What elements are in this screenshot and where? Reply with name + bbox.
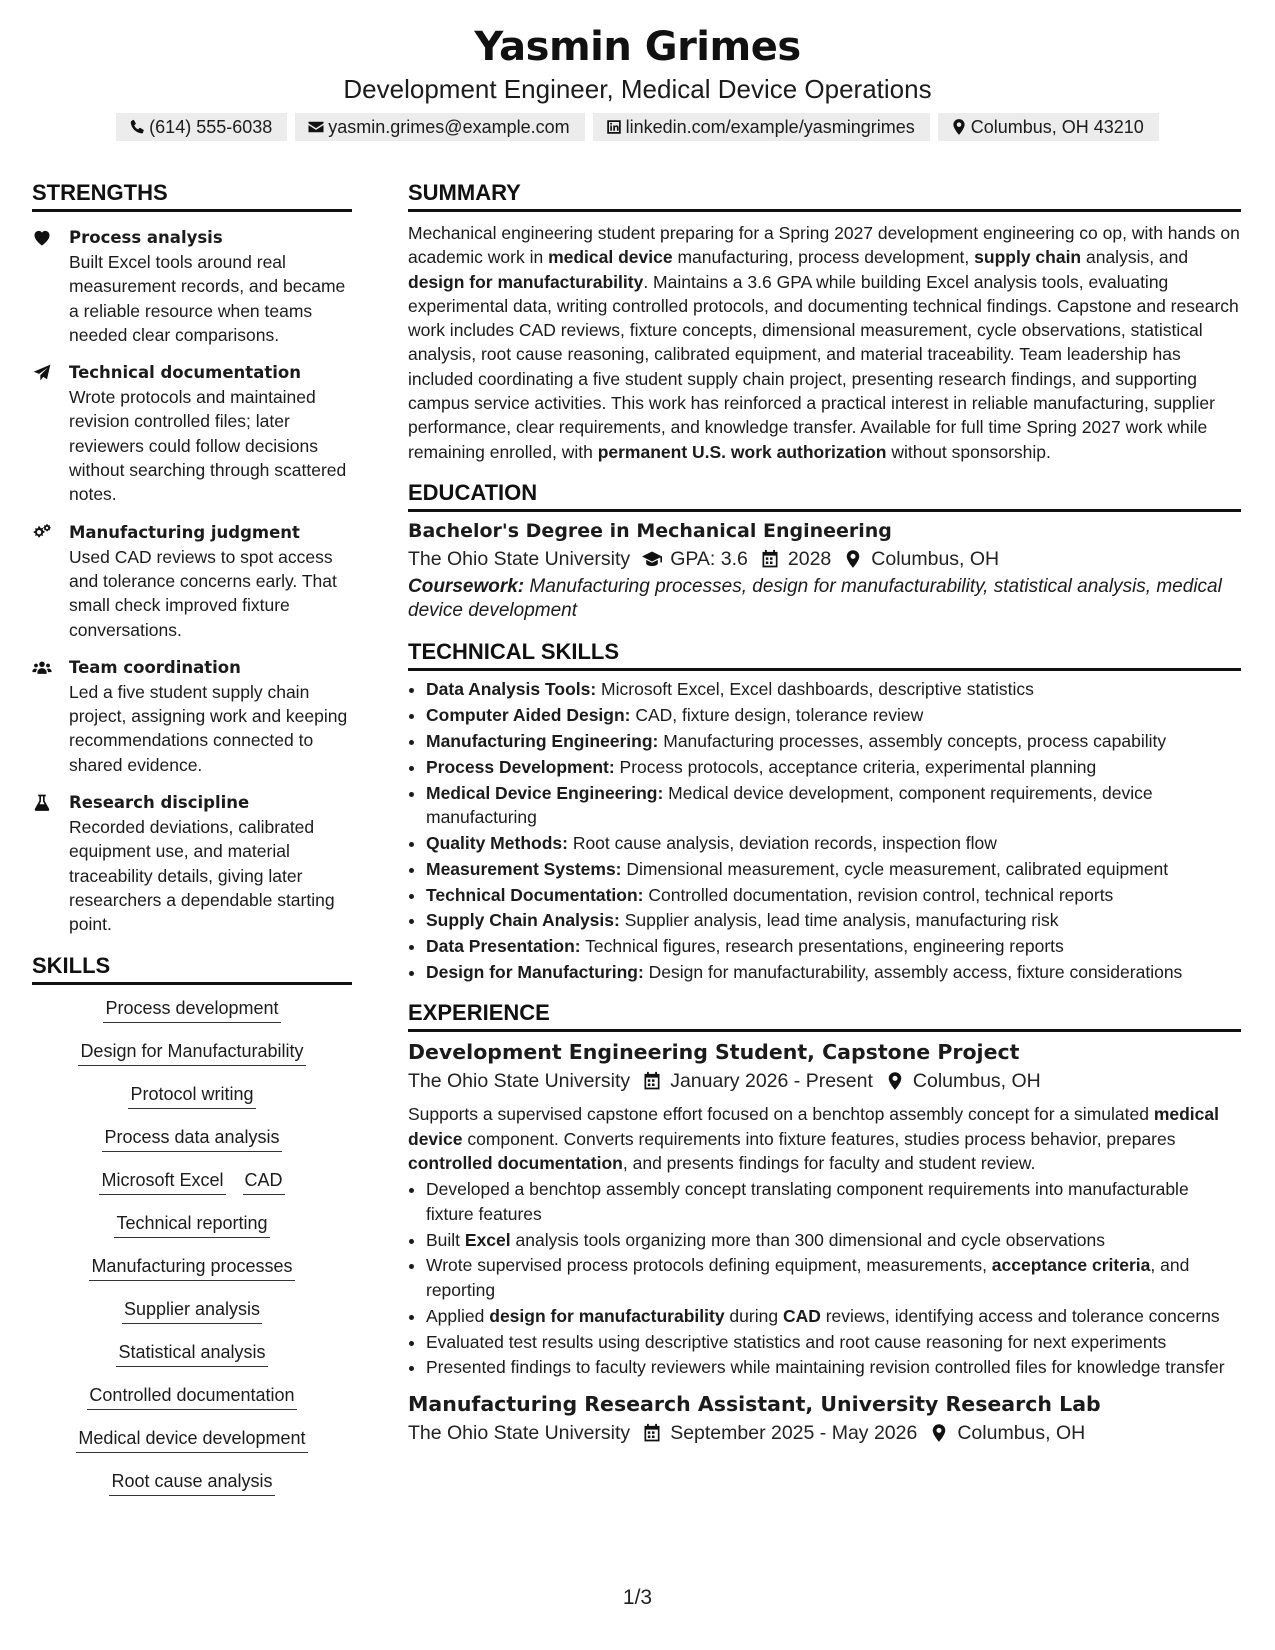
list-item [426, 934, 1241, 958]
map-marker-icon [950, 118, 968, 136]
skill-tag: Process development [103, 995, 280, 1023]
list-item: • Wrote supervised process protocols defining equipment, measurements, acceptance criteria, and reporting [426, 1253, 1241, 1302]
job-location: Columbus, OH [957, 1421, 1086, 1444]
degree-title: Bachelor's Degree in Mechanical Engineering [408, 519, 892, 542]
list-item [426, 908, 1241, 932]
job-location: Columbus, OH [912, 1070, 1041, 1093]
education-meta [408, 544, 1241, 574]
job-meta [408, 1066, 1241, 1096]
skill-category: Quality Methods: [426, 832, 568, 853]
graduation-cap-icon [642, 549, 662, 569]
experience-section [408, 998, 1241, 1447]
strength-title: Technical documentation [69, 363, 301, 383]
strength-description: Recorded deviations, calibrated equipment use, and material traceability details, giving later researchers a dependable starting point. [69, 817, 335, 935]
job-dates: September 2025 - May 2026 [670, 1421, 918, 1444]
skill-category: Manufacturing Engineering: [426, 730, 659, 751]
skill-tag: Statistical analysis [116, 1339, 267, 1367]
strength-description: Wrote protocols and maintained revision controlled files; later reviewers could follow decisions without searching through scattered notes. [69, 387, 347, 505]
technical-skills-list [408, 677, 1241, 985]
skill-category: Measurement Systems: [426, 858, 622, 879]
summary-heading: SUMMARY [408, 178, 1241, 212]
technical-skills-section [408, 637, 1241, 985]
strength-description: Built Excel tools around real measurement records, and became a reliable resource when teams needed clear comparisons. [69, 252, 346, 345]
linkedin-icon [605, 118, 623, 136]
list-item: • Applied design for manufacturability during CAD reviews, identifying access and tolerance concerns [426, 1304, 1241, 1328]
list-item: • Evaluated test results using descriptive statistics and root cause reasoning for next experiments [426, 1330, 1241, 1354]
job-organization: The Ohio State University [408, 1421, 631, 1444]
skill-tag: Microsoft Excel [99, 1167, 225, 1195]
strength-item [32, 226, 352, 347]
strength-title: Team coordination [69, 657, 241, 677]
skill-values: Medical device development, component requirements, device manufacturing [426, 782, 1153, 827]
calendar-icon [642, 1423, 662, 1443]
strength-title: Manufacturing judgment [69, 522, 300, 542]
list-item: • Presented findings to faculty reviewers while maintaining revision controlled files for knowledge transfer [426, 1355, 1241, 1379]
strengths-list [32, 226, 352, 937]
flask-icon [32, 793, 52, 813]
contact-location [938, 113, 1159, 141]
skill-values: Design for manufacturability, assembly access, fixture considerations [643, 962, 1183, 983]
resume-body [32, 178, 1243, 1511]
map-marker-icon [929, 1423, 949, 1443]
map-marker-icon [843, 549, 863, 569]
strength-description: Led a five student supply chain project, assigning work and keeping recommendations connected to shared evidence. [69, 681, 348, 775]
envelope-icon [307, 118, 325, 136]
phone-icon [128, 118, 146, 136]
skill-tag: CAD [243, 1167, 285, 1195]
contact-email-text: yasmin.grimes@example.com [328, 117, 570, 137]
list-item [426, 960, 1241, 984]
skill-tag: Process data analysis [102, 1124, 281, 1152]
paper-plane-icon [32, 363, 52, 383]
strength-title: Process analysis [69, 228, 223, 247]
job-summary: Supports a supervised capstone effort focused on a benchtop assembly concept for a simulated medical device component. Converts requirements into fixture features, studies process behavior, prepares controlled documentation, and presents findings for faculty and student review. [408, 1104, 1220, 1174]
skill-values: Process protocols, acceptance criteria, experimental planning [614, 756, 1097, 777]
calendar-icon [760, 549, 780, 569]
heart-icon [32, 228, 52, 248]
strength-description: Used CAD reviews to spot access and tolerance concerns early. That small check improved fixture conversations. [69, 546, 337, 640]
skill-tag: Medical device development [76, 1425, 307, 1453]
contact-linkedin[interactable] [593, 113, 930, 141]
contact-phone[interactable] [116, 113, 287, 141]
users-icon [32, 658, 52, 678]
skill-values: Root cause analysis, deviation records, inspection flow [567, 832, 997, 853]
resume-header [0, 0, 1275, 141]
education-heading: EDUCATION [408, 478, 1241, 512]
left-column [32, 178, 352, 1511]
gpa-value: GPA: 3.6 [670, 547, 748, 570]
list-item [426, 857, 1241, 881]
list-item [426, 781, 1241, 830]
contact-location-text: Columbus, OH 43210 [970, 117, 1144, 137]
strength-title: Research discipline [69, 793, 250, 813]
job-entry [408, 1390, 1241, 1448]
skill-values: Dimensional measurement, cycle measurement, calibrated equipment [621, 858, 1169, 879]
strength-item [32, 521, 352, 642]
school-name: The Ohio State University [408, 547, 631, 570]
skill-tag: Root cause analysis [109, 1468, 274, 1496]
list-item [426, 755, 1241, 779]
skills-list [32, 985, 352, 1496]
strength-item [32, 361, 352, 506]
skill-category: Data Presentation: [426, 936, 581, 957]
skills-section [32, 951, 352, 1496]
skill-category: Medical Device Engineering: [426, 782, 664, 803]
calendar-icon [642, 1071, 662, 1091]
skill-values: Technical figures, research presentations, engineering reports [580, 936, 1064, 957]
job-title: Manufacturing Research Assistant, University Research Lab [408, 1391, 1101, 1416]
strengths-heading: STRENGTHS [32, 178, 352, 212]
list-item [426, 703, 1241, 727]
skill-category: Process Development: [426, 756, 615, 777]
contact-email[interactable] [295, 113, 584, 141]
candidate-title: Development Engineer, Medical Device Operations [343, 74, 932, 104]
job-bullets [408, 1177, 1241, 1379]
graduation-year: 2028 [787, 547, 832, 570]
list-item [426, 831, 1241, 855]
skill-tag: Protocol writing [128, 1081, 255, 1109]
strength-item [32, 656, 352, 777]
skill-tag: Controlled documentation [87, 1382, 296, 1410]
map-marker-icon [885, 1071, 905, 1091]
list-item [426, 729, 1241, 753]
skill-category: Computer Aided Design: [426, 704, 631, 725]
technical-skills-heading: TECHNICAL SKILLS [408, 637, 1241, 671]
right-column [408, 178, 1241, 1511]
skill-values: Microsoft Excel, Excel dashboards, descriptive statistics [596, 678, 1034, 699]
skill-category: Data Analysis Tools: [426, 678, 597, 699]
skill-category: Design for Manufacturing: [426, 962, 644, 983]
list-item: • Developed a benchtop assembly concept translating component requirements into manufacturable fixture features [426, 1177, 1241, 1226]
skill-category: Technical Documentation: [426, 884, 644, 905]
cogs-icon [32, 523, 52, 543]
job-dates: January 2026 - Present [670, 1070, 873, 1093]
contact-phone-text: (614) 555-6038 [149, 117, 273, 137]
coursework-text: Manufacturing processes, design for manufacturability, statistical analysis, medical device development [408, 575, 1222, 621]
job-entry [408, 1038, 1241, 1379]
strength-item [32, 791, 352, 936]
coursework-label: Coursework: [408, 575, 525, 597]
job-meta [408, 1418, 1241, 1448]
skill-tag: Manufacturing processes [89, 1253, 294, 1281]
experience-heading: EXPERIENCE [408, 998, 1241, 1032]
school-location: Columbus, OH [871, 547, 1000, 570]
list-item [426, 883, 1241, 907]
job-organization: The Ohio State University [408, 1070, 631, 1093]
skill-values: Manufacturing processes, assembly concepts, process capability [658, 730, 1167, 751]
skill-tag: Supplier analysis [122, 1296, 262, 1324]
summary-text: Mechanical engineering student preparing for a Spring 2027 development engineering co op, with hands on academic work in medical device manufacturing, process development, supply chain analysis, and design for manufacturability. Maintains a 3.6 GPA while building Excel analysis tools, evaluating experimental data, writing controlled protocols, and documenting technical findings. Capstone and research work includes CAD reviews, fixture concepts, dimensional measurement, cycle observations, statistical analysis, root cause reasoning, calibrated equipment, and material traceability. Team leadership has included coordinating a five student supply chain project, presenting research findings, and supporting campus service activities. This work has reinforced a practical interest in reliable manufacturing, supplier performance, clear requirements, and knowledge transfer. Available for full time Spring 2027 work while remaining enrolled, with permanent U.S. work authorization without sponsorship. [408, 223, 1240, 462]
contact-linkedin-text: linkedin.com/example/yasmingrimes [625, 117, 915, 137]
candidate-name: Yasmin Grimes [474, 24, 801, 70]
skill-tag: Technical reporting [114, 1210, 269, 1238]
job-title: Development Engineering Student, Capstone Project [408, 1040, 1020, 1065]
page-number: 1/3 [622, 1586, 653, 1609]
list-item: • Built Excel analysis tools organizing more than 300 dimensional and cycle observations [426, 1228, 1241, 1252]
skill-category: Supply Chain Analysis: [426, 910, 620, 931]
skills-heading: SKILLS [32, 951, 352, 985]
contact-bar [0, 113, 1275, 141]
skill-values: Controlled documentation, revision control, technical reports [643, 884, 1114, 905]
list-item [426, 677, 1241, 701]
education-section [408, 478, 1241, 623]
skill-tag: Design for Manufacturability [78, 1038, 305, 1066]
skill-values: CAD, fixture design, tolerance review [630, 704, 924, 725]
coursework [408, 575, 1241, 623]
skill-values: Supplier analysis, lead time analysis, manufacturing risk [619, 910, 1059, 931]
